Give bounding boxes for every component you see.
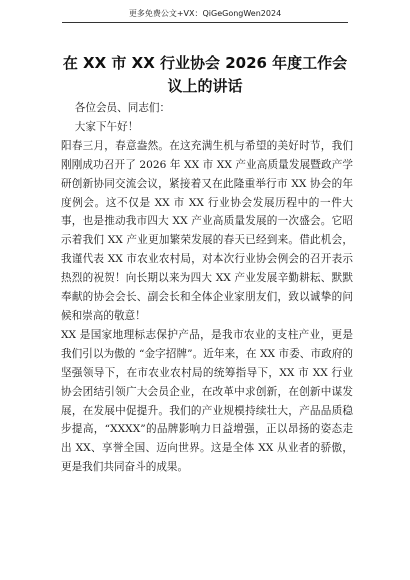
paragraph-1: 阳春三月，春意盎然。在这充满生机与希望的美好时节，我们刚刚成功召开了 2026 年 XX 市 XX 产业高质量发展暨政产学研创新协同交流会议，紧接着又在此隆重举行市 XX 协会的年度例会。这不仅是 XX 市 XX 行业协会发展历程中的一件大事，也是推动我市四大 XX 产业高质量发展的一次盛会。它昭示着我们 XX 产业更加繁荣发展的春天已经到来。借此机会，我谨代表 XX 市农业农村局，对本次行业协会例会的召开表示热烈的祝贺！向长期以来为四大 XX 产业发展辛勤耕耘、默默奉献的协会会长、副会长和全体企业家朋友们，致以诚挚的问候和崇高的敬意！ xyxy=(61,139,353,322)
document-title: 在 XX 市 XX 行业协会 2026 年度工作会议上的讲话 xyxy=(62,54,348,95)
document-body xyxy=(61,99,353,477)
paragraph-2: XX 是国家地理标志保护产品，是我市农业的支柱产业，更是我们引以为傲的 “金字招牌”。近年来，在 XX 市委、市政府的坚强领导下，在市农业农村局的统筹指导下，XX 市 XX 行业协会团结引领广大会员企业，在改革中求创新，在创新中谋发展，在发展中促提升。我们的产业规模持续壮大，产品品质稳步提高，“XXXX”的品牌影响力日益增强，正以昂扬的姿态走出 XX、享誉全国、迈向世界。这是全体 XX 从业者的骄傲，更是我们共同奋斗的成果。 xyxy=(61,328,353,474)
greeting: 大家下午好！ xyxy=(74,120,139,133)
header-note: 更多免费公文+VX：QiGeGongWen2024 xyxy=(128,9,282,18)
header-divider xyxy=(62,22,348,23)
salutation: 各位会员、同志们： xyxy=(74,102,171,114)
